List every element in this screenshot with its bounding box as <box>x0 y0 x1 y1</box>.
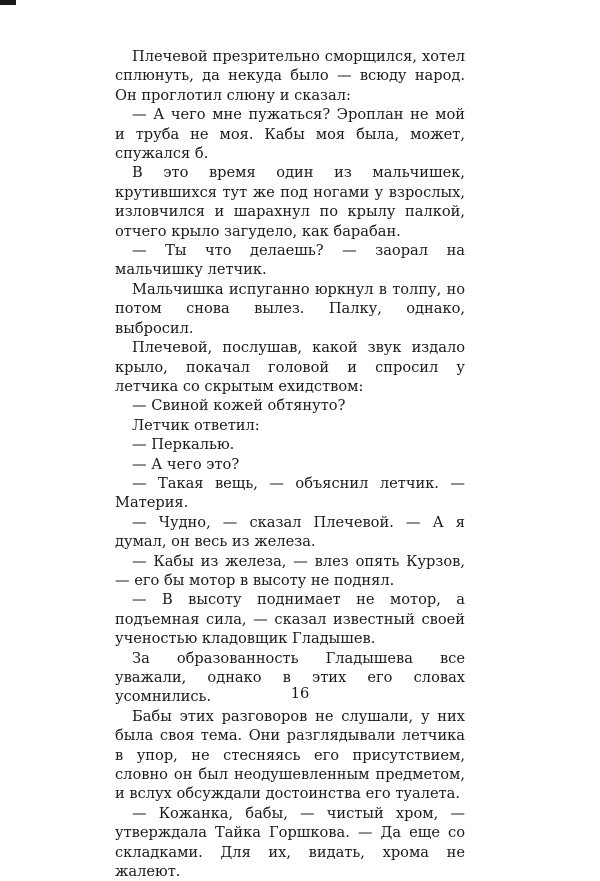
paragraph-5: Мальчишка испуганно юркнул в толпу, но потом снова вылез. Палку, однако, выбросил. <box>115 280 465 337</box>
corner-mark <box>0 0 16 5</box>
paragraph-12: — Чудно, — сказал Плечевой. — А я думал, он весь из железа. <box>115 513 465 551</box>
paragraph-17: — Кожанка, бабы, — чистый хром, — утверждала Тайка Горшкова. — Да еще со складками. Для их, видать, хрома не жалеют. <box>115 804 465 881</box>
paragraph-14: — В высоту поднимает не мотор, а подъемная сила, — сказал известный своей ученостью кладовщик Гладышев. <box>115 591 465 648</box>
paragraph-4: — Ты что делаешь? — заорал на мальчишку летчик. <box>115 242 465 279</box>
paragraph-6: Плечевой, послушав, какой звук издало крыло, покачал головой и спросил у летчика со скрытым ехидством: <box>115 339 465 395</box>
paragraph-2: — А чего мне пужаться? Эроплан не мой и труба не моя. Кабы моя была, может, спужался б. <box>115 106 465 163</box>
paragraph-16: Бабы этих разговоров не слушали, у них была своя тема. Они разглядывали летчика в упор, не стесняясь его присутствием, словно он был неодушевленным предметом, и вслух обсуждали достоинства его туалета. <box>115 707 465 803</box>
paragraph-3: В это время один из мальчишек, крутившихся тут же под ногами у взрослых, изловчился и шарахнул по крылу палкой, отчего крыло загудело, как барабан. <box>115 164 465 240</box>
paragraph-9: — Перкалью. <box>132 436 235 454</box>
paragraph-1: Плечевой презрительно сморщился, хотел сплюнуть, да некуда было — всюду народ. Он проглотил слюну и сказал: <box>115 48 465 104</box>
paragraph-7: — Свиной кожей обтянуто? <box>132 397 346 415</box>
paragraph-10: — А чего это? <box>132 455 240 473</box>
page-text <box>115 47 465 881</box>
paragraph-11: — Такая вещь, — объяснил летчик. — Материя. <box>115 474 465 512</box>
paragraph-8: Летчик ответил: <box>132 416 260 434</box>
paragraph-15: За образованность Гладышева все уважали, однако в этих его словах усомнились. <box>115 649 465 706</box>
paragraph-13: — Кабы из железа, — влез опять Курзов, — его бы мотор в высоту не поднял. <box>115 552 465 589</box>
page-number: 16 <box>290 685 310 702</box>
